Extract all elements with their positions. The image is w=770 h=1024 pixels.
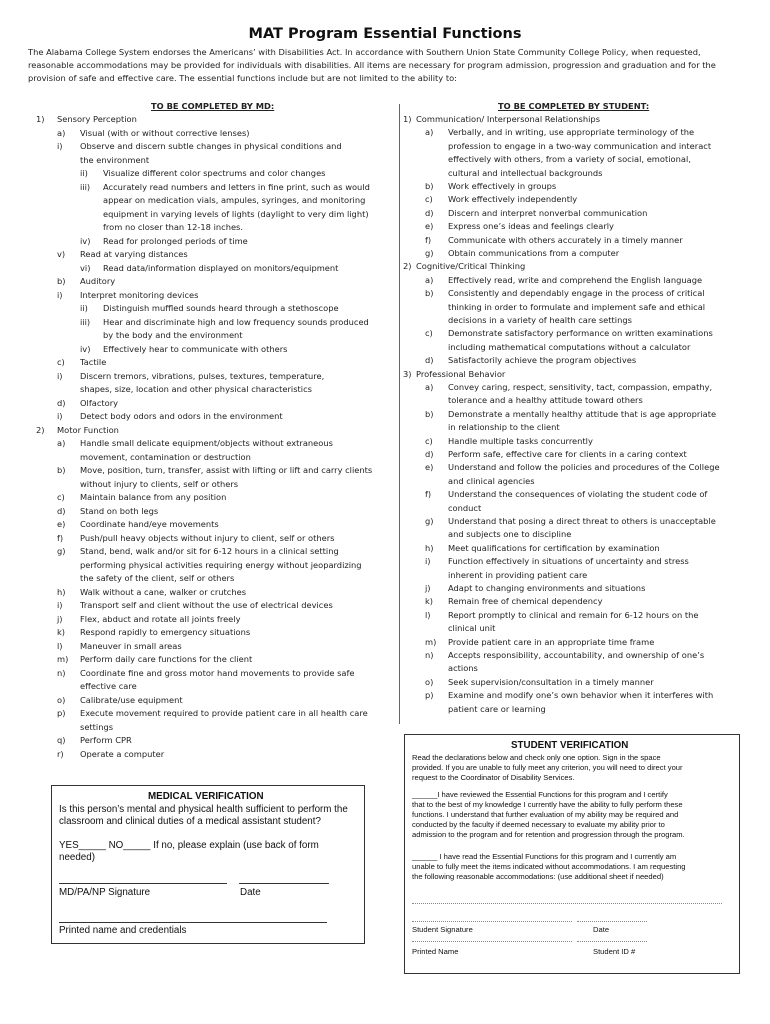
option-meet-criteria-text: admission to the program and for retention and progression through the program. [412, 830, 685, 839]
md-requirement-item-marker: m) [57, 654, 69, 664]
md-requirement-item-marker: i) [57, 141, 63, 151]
student-requirement-item-marker: 1) [403, 114, 412, 124]
md-requirement-item-marker: iv) [80, 235, 91, 246]
student-requirement-item-marker: 3) [403, 368, 412, 379]
md-requirement-item-marker: b) [57, 465, 66, 475]
student-requirement-item-marker: d) [425, 355, 434, 366]
md-date-line[interactable] [239, 883, 329, 884]
printed-name-line[interactable] [412, 941, 572, 942]
md-requirement-item-text: Operate a computer [80, 748, 165, 759]
student-signature-line[interactable] [412, 921, 572, 922]
student-requirement-item-text: Accepts responsibility, accountability, and ownership of one’s [448, 650, 705, 660]
md-requirement-item-marker: b) [57, 276, 66, 286]
md-requirement-item-marker: i) [57, 411, 63, 421]
md-requirement-item-marker: 2) [36, 424, 45, 435]
yes-no-field[interactable]: YES_____ NO_____ If no, please explain (use back of form [59, 840, 319, 851]
md-requirement-item-text: Visualize different color spectrums and color changes [103, 168, 326, 178]
option-meet-criteria-text: that to the best of my knowledge I currently have the ability to fully perform these [412, 800, 683, 809]
md-requirement-item-text: Discern tremors, vibrations, pulses, textures, temperature, [80, 370, 325, 381]
md-requirement-item-marker: k) [57, 627, 66, 637]
student-requirement-item-text: Understand and follow the policies and procedures of the College [448, 462, 720, 473]
md-requirement-item-marker: h) [57, 586, 66, 597]
student-requirement-item-text: Verbally, and in writing, use appropriate terminology of the [448, 127, 695, 138]
student-requirement-item-text: Perform safe, effective care for clients in a caring context [448, 449, 687, 459]
printed-name-label: Printed name and credentials [59, 925, 187, 936]
md-requirement-item-text: Visual (with or without corrective lenses) [80, 127, 250, 138]
md-requirement-item-marker: d) [57, 505, 66, 516]
md-requirement-item-text: Tactile [80, 357, 107, 367]
student-requirement-item-text: and clinical agencies [448, 475, 535, 486]
medical-verification-box [51, 785, 365, 944]
md-requirement-item-text: Hear and discriminate high and low frequency sounds produced [103, 316, 369, 327]
md-signature-line[interactable] [59, 883, 227, 884]
md-requirement-item-marker: v) [57, 249, 66, 259]
student-requirement-item-marker: a) [425, 274, 434, 285]
student-requirement-item-text: Report promptly to clinical and remain for 6-12 hours on the [448, 609, 699, 620]
md-requirement-item-marker: i) [57, 370, 63, 381]
student-requirement-item-text: Communication/ Interpersonal Relationships [416, 114, 601, 124]
student-requirement-item-marker: d) [425, 207, 434, 218]
option-need-accommodations-text: unable to fully meet the items indicated without accommodations. I am requesting [412, 862, 686, 871]
md-requirement-item-marker: iii) [80, 316, 91, 327]
md-requirement-item-marker: i) [57, 289, 63, 300]
medical-verification-title: MEDICAL VERIFICATION [148, 791, 264, 802]
md-requirement-item-text: Perform daily care functions for the client [80, 654, 253, 664]
student-requirement-item-marker: k) [425, 596, 434, 607]
student-requirement-item-marker: d) [425, 449, 434, 459]
md-requirement-item-text: without injury to clients, self or others [80, 478, 239, 489]
student-requirement-item-text: Function effectively in situations of uncertainty and stress [448, 556, 689, 567]
md-requirement-item-text: performing physical activities requiring energy without jeopardizing [80, 559, 362, 570]
md-requirement-item-text: Flex, abduct and rotate all joints freely [80, 613, 241, 624]
md-requirement-item-text: shapes, size, location and other physical characteristics [80, 384, 312, 394]
student-requirement-item-marker: h) [425, 542, 434, 553]
student-requirement-item-marker: f) [425, 234, 432, 245]
page-title: MAT Program Essential Functions [248, 26, 522, 42]
md-requirement-item-marker: c) [57, 357, 65, 367]
md-requirement-item-marker: p) [57, 708, 66, 718]
md-requirement-item-text: Motor Function [57, 424, 119, 435]
student-requirement-item-marker: g) [425, 248, 434, 258]
md-requirement-item-text: Move, position, turn, transfer, assist with lifting or lift and carry clients [80, 465, 373, 475]
md-requirement-item-text: Read data/information displayed on monitors/equipment [103, 262, 339, 273]
student-requirement-item-text: Cognitive/Critical Thinking [416, 261, 526, 272]
student-requirement-item-text: in relationship to the client [448, 422, 560, 433]
student-requirement-item-text: inherent in providing patient care [448, 569, 588, 580]
option-need-accommodations[interactable]: ______ I have read the Essential Functions for this program and I currently am [412, 852, 677, 861]
student-requirement-item-text: cultural and intellectual backgrounds [448, 167, 603, 178]
student-requirement-item-marker: a) [425, 382, 434, 392]
md-requirement-item-marker: d) [57, 397, 66, 408]
student-requirement-item-text: decisions in a variety of health care settings [448, 315, 632, 325]
student-requirement-item-text: Demonstrate a mentally healthy attitude that is age appropriate [448, 408, 717, 419]
student-requirement-item-marker: a) [425, 127, 434, 138]
md-requirement-item-text: Stand on both legs [80, 505, 159, 516]
student-requirement-item-text: Consistently and dependably engage in the process of critical [448, 288, 705, 299]
student-requirement-item-text: Communicate with others accurately in a timely manner [448, 234, 683, 245]
md-requirement-item-text: movement, contamination or destruction [80, 451, 251, 462]
student-requirement-item-text: Work effectively independently [448, 194, 578, 205]
intro-paragraph: The Alabama College System endorses the Americans’ with Disabilities Act. In accordance with Southern Union State Community College Policy, when requested, reasonable accommodations may be provided for individuals with disabilities. All items are necessary for program admission, progression and graduation and for the provision of safe and effective care. The essential functions include but are not limited to the ability to: [28, 47, 716, 84]
md-requirement-item-marker: ii) [80, 168, 88, 178]
md-requirement-item-text: Sensory Perception [57, 114, 137, 124]
student-requirement-item-text: patient care or learning [448, 703, 546, 714]
md-requirement-item-marker: j) [57, 613, 63, 624]
student-requirement-item-marker: b) [425, 288, 434, 299]
option-meet-criteria[interactable]: ______I have reviewed the Essential Functions for this program and I certify [412, 790, 668, 799]
student-requirement-item-marker: c) [425, 194, 433, 205]
student-verification-box [404, 734, 740, 974]
option-meet-criteria-text: conducted by the faculty if deemed necessary to evaluate my ability prior to [412, 820, 665, 829]
md-requirement-item-text: Respond rapidly to emergency situations [80, 627, 251, 637]
md-requirement-item-marker: iv) [80, 343, 91, 354]
md-requirement-item-text: Read at varying distances [80, 249, 188, 259]
student-requirement-item-marker: b) [425, 181, 434, 191]
md-requirement-item-text: by the body and the environment [103, 330, 243, 340]
student-date-label: Date [593, 925, 610, 934]
student-requirement-item-marker: o) [425, 676, 434, 687]
student-id-line[interactable] [577, 941, 647, 942]
student-requirement-item-marker: f) [425, 489, 432, 500]
md-column-header: TO BE COMPLETED BY MD: [151, 101, 275, 111]
student-requirement-item-text: effectively with others, from a variety of social, emotional, [448, 154, 691, 165]
md-requirement-item-marker: ii) [80, 303, 88, 313]
medical-question-line2: classroom and clinical duties of a medical assistant student? [59, 816, 321, 827]
student-instructions-line: request to the Coordinator of Disability Services. [412, 773, 575, 782]
student-requirement-item-marker: p) [425, 690, 434, 701]
student-requirement-item-text: thinking in order to formulate and implement safe and ethical [448, 301, 706, 312]
md-requirement-item-text: the safety of the client, self or others [80, 573, 235, 583]
md-date-label: Date [240, 887, 261, 898]
student-id-label: Student ID # [593, 947, 636, 956]
md-requirement-item-marker: f) [57, 532, 64, 543]
student-requirement-item-text: Remain free of chemical dependency [448, 596, 603, 607]
student-requirement-item-text: Seek supervision/consultation in a timely manner [448, 676, 654, 687]
md-requirement-item-text: from no closer than 12-18 inches. [103, 222, 244, 232]
student-instructions-line: Read the declarations below and check only one option. Sign in the space [412, 753, 661, 762]
student-requirement-item-marker: c) [425, 328, 433, 339]
student-requirement-item-text: Understand the consequences of violating the student code of [448, 489, 708, 500]
md-requirement-item-marker: r) [57, 748, 64, 759]
student-requirement-item-text: Obtain communications from a computer [448, 248, 620, 258]
student-requirement-item-marker: j) [425, 583, 431, 593]
md-requirement-item-text: Observe and discern subtle changes in physical conditions and [80, 141, 342, 151]
md-requirement-item-text: Accurately read numbers and letters in fine print, such as would [103, 181, 370, 192]
student-requirement-item-marker: 2) [403, 261, 412, 272]
md-requirement-item-text: Stand, bend, walk and/or sit for 6-12 hours in a clinical setting [80, 546, 339, 556]
medical-question-line1: Is this person’s mental and physical health sufficient to perform the [59, 804, 348, 815]
student-requirement-item-text: actions [448, 663, 478, 674]
student-requirement-item-text: Meet qualifications for certification by examination [448, 542, 660, 553]
student-requirement-item-text: Satisfactorily achieve the program objectives [448, 355, 637, 366]
md-requirement-item-marker: o) [57, 694, 66, 705]
md-requirement-item-text: Read for prolonged periods of time [103, 235, 248, 246]
option-meet-criteria-text: functions. I understand that further evaluation of my ability may be required and [412, 810, 679, 819]
md-requirement-item-text: Maneuver in small areas [80, 640, 182, 651]
student-requirement-item-marker: l) [425, 609, 431, 620]
student-requirement-item-text: Handle multiple tasks concurrently [448, 435, 593, 446]
option-need-accommodations-text: the following reasonable accommodations: (use additional sheet if needed) [412, 872, 664, 881]
md-requirement-item-text: Olfactory [80, 397, 119, 408]
md-requirement-item-marker: 1) [36, 114, 45, 124]
student-requirement-item-marker: b) [425, 408, 434, 419]
student-instructions-line: provided. If you are unable to fully meet any criterion, you will need to direct your [412, 763, 683, 772]
md-requirement-item-marker: q) [57, 735, 66, 745]
student-requirement-item-text: Demonstrate satisfactory performance on written examinations [448, 328, 713, 339]
student-requirement-item-marker: e) [425, 462, 434, 473]
md-requirement-item-marker: c) [57, 492, 65, 502]
student-requirement-item-text: Convey caring, respect, sensitivity, tact, compassion, empathy, [448, 382, 713, 392]
md-requirement-item-marker: g) [57, 546, 66, 556]
student-requirement-item-text: Express one’s ideas and feelings clearly [448, 221, 614, 232]
md-requirement-item-text: Auditory [80, 276, 116, 286]
md-requirement-item-text: equipment in varying levels of lights (daylight to very dim light) [103, 208, 369, 219]
student-requirement-item-text: Work effectively in groups [448, 181, 557, 191]
md-requirement-item-text: settings [80, 721, 114, 732]
student-requirement-item-text: clinical unit [448, 623, 496, 634]
student-requirement-item-text: Professional Behavior [416, 368, 506, 379]
md-requirement-item-text: the environment [80, 154, 150, 165]
md-requirement-item-text: Calibrate/use equipment [80, 694, 183, 705]
md-requirement-item-text: Interpret monitoring devices [80, 289, 199, 300]
md-requirement-item-text: Walk without a cane, walker or crutches [80, 586, 247, 597]
accommodations-line[interactable] [412, 903, 722, 904]
student-requirement-item-text: Discern and interpret nonverbal communication [448, 207, 648, 218]
md-requirement-item-marker: n) [57, 667, 66, 678]
md-requirement-item-text: Push/pull heavy objects without injury to client, self or others [80, 532, 335, 543]
student-column-header: TO BE COMPLETED BY STUDENT: [498, 101, 650, 111]
yes-no-field-cont: needed) [59, 852, 95, 863]
md-requirement-item-marker: iii) [80, 181, 91, 192]
student-requirement-item-text: Provide patient care in an appropriate time frame [448, 636, 655, 647]
md-requirement-item-marker: l) [57, 640, 63, 651]
student-requirement-item-text: and subjects one to discipline [448, 529, 572, 540]
student-requirement-item-text: profession to engage in a two-way communication and interact [448, 140, 712, 151]
md-requirement-item-marker: e) [57, 519, 66, 529]
student-requirement-item-text: Adapt to changing environments and situations [448, 583, 646, 593]
printed-name-label: Printed Name [412, 947, 459, 956]
student-requirement-item-marker: e) [425, 221, 434, 232]
md-requirement-item-text: effective care [80, 681, 137, 691]
md-requirement-item-text: Handle small delicate equipment/objects without extraneous [80, 438, 333, 448]
md-requirement-item-marker: vi) [80, 262, 91, 273]
student-requirement-item-marker: c) [425, 435, 433, 446]
column-divider [399, 104, 400, 724]
student-requirement-item-text: including mathematical computations without a calculator [448, 341, 691, 352]
md-requirement-item-marker: i) [57, 600, 63, 610]
md-requirement-item-text: Detect body odors and odors in the environment [80, 411, 283, 421]
printed-name-line[interactable] [59, 922, 327, 923]
md-requirement-item-text: Perform CPR [80, 735, 132, 745]
student-date-line[interactable] [577, 921, 647, 922]
md-requirement-item-text: Effectively hear to communicate with others [103, 343, 288, 354]
md-requirement-item-text: Transport self and client without the use of electrical devices [80, 600, 333, 610]
student-requirement-item-text: Understand that posing a direct threat to others is unacceptable [448, 516, 716, 526]
md-requirement-item-text: Distinguish muffled sounds heard through a stethoscope [103, 303, 339, 313]
student-verification-title: STUDENT VERIFICATION [511, 740, 629, 751]
md-requirement-item-text: Coordinate hand/eye movements [80, 519, 219, 529]
student-requirement-item-text: Effectively read, write and comprehend the English language [448, 274, 703, 285]
student-requirement-item-marker: n) [425, 650, 434, 660]
md-signature-label: MD/PA/NP Signature [59, 887, 151, 898]
student-requirement-item-marker: i) [425, 556, 431, 567]
md-requirement-item-text: appear on medication vials, ampules, syringes, and monitoring [103, 195, 366, 205]
student-requirement-item-text: Examine and modify one’s own behavior when it interferes with [448, 690, 714, 701]
student-signature-label: Student Signature [412, 925, 473, 934]
md-requirement-item-text: Maintain balance from any position [80, 492, 227, 502]
md-requirement-item-marker: a) [57, 438, 66, 448]
student-requirement-item-marker: m) [425, 636, 437, 647]
student-requirement-item-text: tolerance and a healthy attitude toward others [448, 395, 643, 406]
student-requirement-item-text: conduct [448, 502, 482, 513]
student-requirement-item-marker: g) [425, 516, 434, 526]
md-requirement-item-text: Execute movement required to provide patient care in all health care [80, 708, 368, 718]
md-requirement-item-marker: a) [57, 127, 66, 138]
md-requirement-item-text: Coordinate fine and gross motor hand movements to provide safe [80, 667, 355, 678]
